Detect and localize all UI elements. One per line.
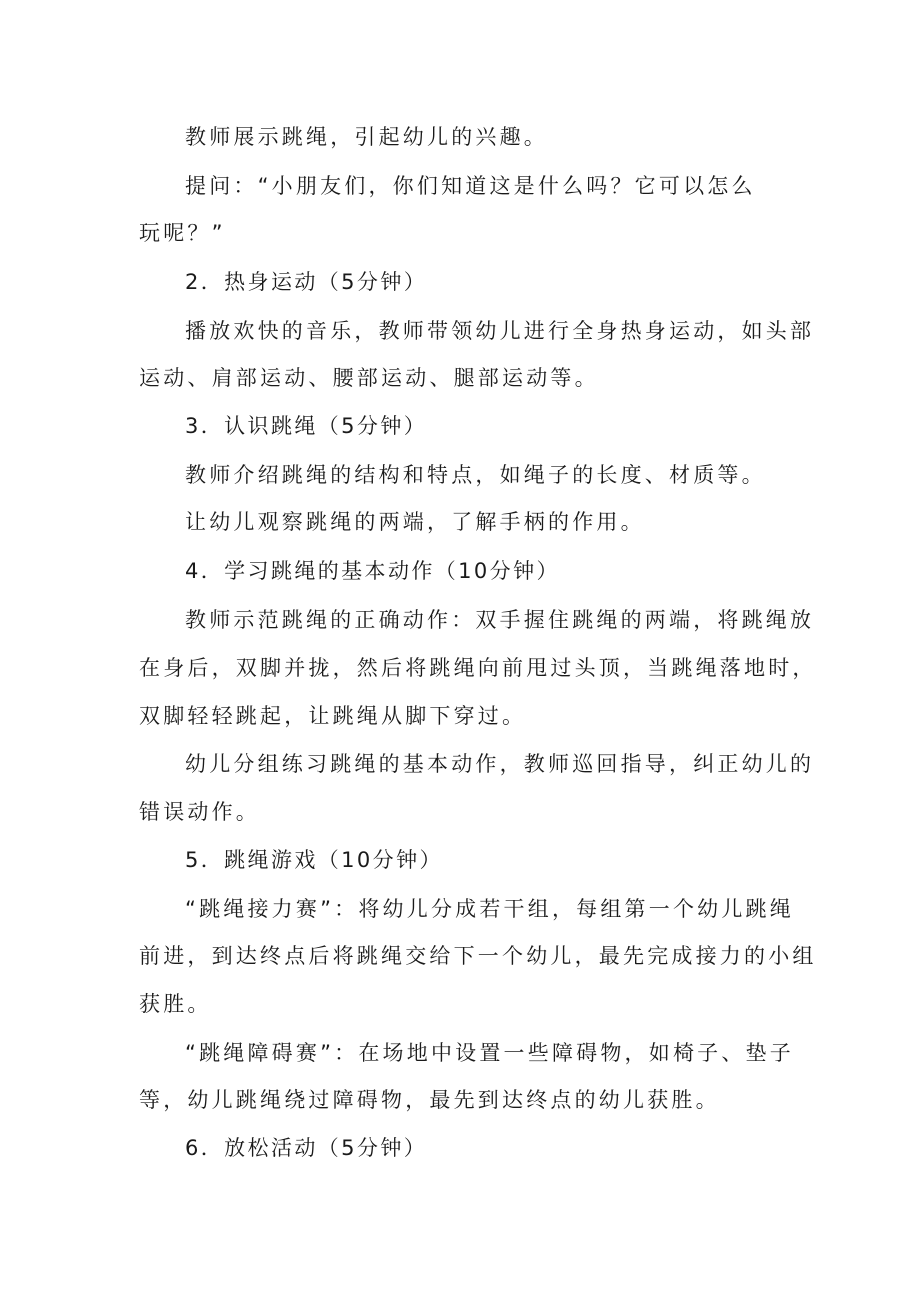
paragraph-line: 教师示范跳绳的正确动作：双手握住跳绳的两端，将跳绳放 [185, 608, 815, 632]
paragraph-line: 幼儿分组练习跳绳的基本动作，教师巡回指导，纠正幼儿的 [185, 752, 815, 776]
paragraph-line: 获胜。 [139, 992, 212, 1016]
paragraph-line: 玩呢？” [139, 221, 226, 245]
paragraph-line: 让幼儿观察跳绳的两端，了解手柄的作用。 [185, 510, 645, 534]
paragraph-line: 双脚轻轻跳起，让跳绳从脚下穿过。 [139, 704, 527, 728]
paragraph-line: “跳绳接力赛”：将幼儿分成若干组，每组第一个幼儿跳绳 [185, 897, 794, 921]
paragraph-line: 提问：“小朋友们，你们知道这是什么吗？它可以怎么 [185, 174, 756, 198]
paragraph-line: 等，幼儿跳绳绕过障碍物，最先到达终点的幼儿获胜。 [139, 1088, 720, 1112]
section-heading-4: 4．学习跳绳的基本动作（10分钟） [185, 559, 560, 583]
section-heading-3: 3．认识跳绳（5分钟） [185, 414, 428, 438]
section-heading-5: 5．跳绳游戏（10分钟） [185, 848, 443, 872]
section-heading-2: 2．热身运动（5分钟） [185, 270, 428, 294]
paragraph-line: 教师展示跳绳，引起幼儿的兴趣。 [185, 125, 548, 149]
paragraph-line: 播放欢快的音乐，教师带领幼儿进行全身热身运动，如头部 [185, 319, 815, 343]
paragraph-line: 在身后，双脚并拢，然后将跳绳向前甩过头顶，当跳绳落地时， [139, 656, 817, 680]
section-heading-6: 6．放松活动（5分钟） [185, 1136, 428, 1160]
paragraph-line: 前进，到达终点后将跳绳交给下一个幼儿，最先完成接力的小组 [139, 944, 817, 968]
paragraph-line: 错误动作。 [139, 800, 260, 824]
paragraph-line: 运动、肩部运动、腰部运动、腿部运动等。 [139, 366, 599, 390]
paragraph-line: “跳绳障碍赛”：在场地中设置一些障碍物，如椅子、垫子 [185, 1041, 794, 1065]
paragraph-line: 教师介绍跳绳的结构和特点，如绳子的长度、材质等。 [185, 463, 766, 487]
